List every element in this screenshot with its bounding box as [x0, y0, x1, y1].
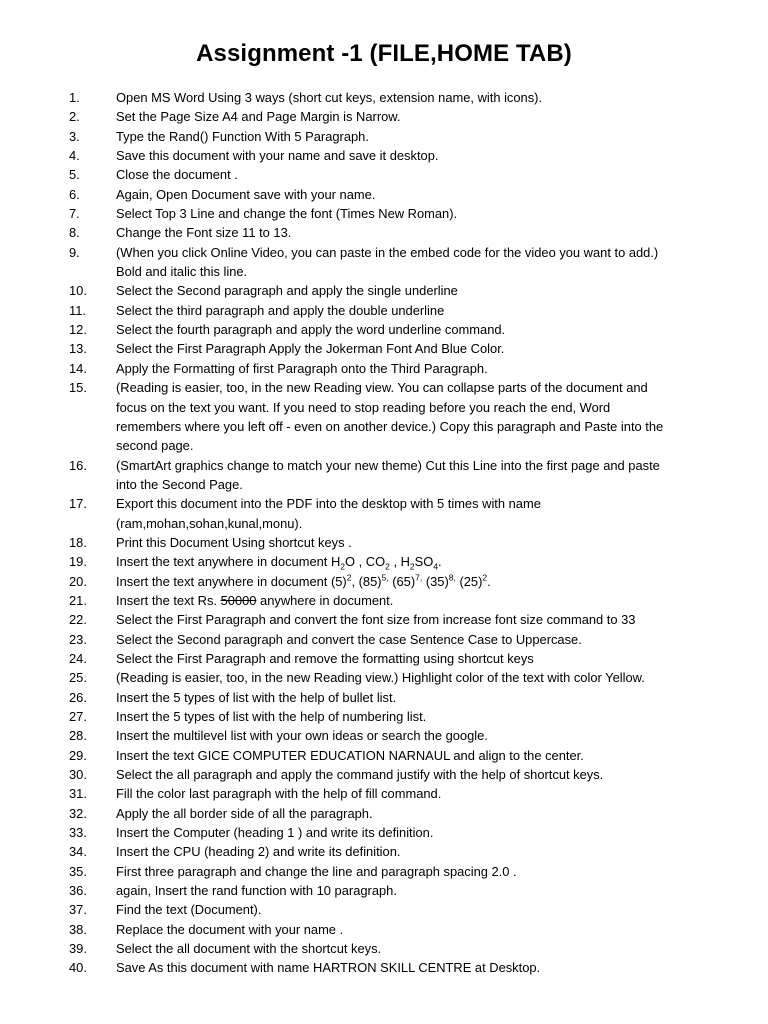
list-item: [0, 165, 768, 184]
item-text: [116, 746, 726, 765]
item-number: 10.: [69, 283, 87, 299]
item-number: 4.: [69, 148, 80, 164]
text-run: (25): [455, 573, 483, 589]
item-line: Set the Page Size A4 and Page Margin is Narrow.: [116, 109, 401, 125]
item-number: 17.: [69, 496, 87, 512]
superscript: 2: [482, 572, 488, 583]
item-number: 9.: [69, 244, 80, 260]
item-number: 6.: [69, 186, 80, 202]
item-line: Export this document into the PDF into the desktop with 5 times with name: [116, 496, 541, 512]
item-line: Insert the text GICE COMPUTER EDUCATION NARNAUL and align to the center.: [116, 747, 584, 763]
list-item: [0, 920, 768, 939]
item-line: Insert the 5 types of list with the help of bullet list.: [116, 689, 397, 705]
item-line: Select the First Paragraph and remove the formatting using shortcut keys: [116, 650, 534, 666]
item-text: [116, 784, 726, 803]
item-line: Insert the 5 types of list with the help of numbering list.: [116, 709, 427, 724]
item-line: [116, 572, 726, 591]
list-item: [0, 359, 768, 378]
list-item: [0, 726, 768, 745]
item-text: [116, 920, 726, 939]
item-line: (SmartArt graphics change to match your new theme) Cut this Line into the first page and paste: [116, 457, 660, 473]
list-item: [0, 88, 768, 107]
item-line: Replace the document with your name .: [116, 921, 344, 937]
list-item: [0, 301, 768, 320]
item-number: 5.: [69, 167, 80, 183]
item-line: (When you click Online Video, you can paste in the embed code for the video you want to add.): [116, 244, 659, 260]
list-item: [0, 378, 768, 455]
item-line: Select the First Paragraph Apply the Jokerman Font And Blue Color.: [116, 341, 505, 357]
item-line: Fill the color last paragraph with the help of fill command.: [116, 786, 442, 802]
item-line: Select the First Paragraph and convert the font size from increase font size command to 33: [116, 612, 636, 628]
item-number: 19.: [69, 554, 87, 570]
item-line: Open MS Word Using 3 ways (short cut keys, extension name, with icons).: [116, 90, 543, 105]
item-number: 38.: [69, 921, 87, 937]
item-number: 30.: [69, 767, 87, 783]
text-run: .: [438, 554, 442, 570]
item-line: Select the all paragraph and apply the command justify with the help of shortcut keys.: [116, 767, 604, 783]
item-text: [116, 610, 726, 629]
item-line: First three paragraph and change the line and paragraph spacing 2.0 .: [116, 863, 517, 879]
item-line: Save this document with your name and save it desktop.: [116, 148, 439, 164]
item-text: [116, 649, 726, 668]
item-text: [116, 204, 726, 223]
item-number: 35.: [69, 863, 87, 879]
item-line: Close the document .: [116, 167, 238, 183]
list-item: [0, 185, 768, 204]
item-text: [116, 939, 726, 958]
item-text: [116, 281, 726, 300]
list-item: [0, 939, 768, 958]
item-number: 21.: [69, 592, 87, 608]
task-list: [0, 88, 768, 978]
item-text: [116, 804, 726, 823]
item-line: Change the Font size 11 to 13.: [116, 225, 292, 241]
item-number: 3.: [69, 128, 80, 144]
superscript: 2: [346, 572, 352, 583]
item-number: 22.: [69, 612, 87, 628]
item-line: Type the Rand() Function With 5 Paragraph.: [116, 128, 369, 144]
list-item: [0, 552, 768, 571]
list-item: [0, 572, 768, 591]
list-item: [0, 958, 768, 977]
text-run: .: [487, 573, 491, 589]
item-number: 40.: [69, 960, 87, 976]
subscript: 2: [340, 561, 346, 572]
item-text: [116, 572, 726, 591]
item-text: [116, 900, 726, 919]
list-item: [0, 591, 768, 610]
item-text: [116, 456, 726, 495]
item-line: (Reading is easier, too, in the new Reading view. You can collapse parts of the document and: [116, 380, 648, 396]
superscript: 7,: [415, 572, 423, 583]
list-item: [0, 610, 768, 629]
item-text: [116, 688, 726, 707]
item-number: 32.: [69, 805, 87, 821]
list-item: [0, 881, 768, 900]
item-text: [116, 320, 726, 339]
item-text: [116, 881, 726, 900]
list-item: [0, 243, 768, 282]
item-number: 25.: [69, 670, 87, 686]
item-number: 31.: [69, 786, 87, 802]
item-number: 39.: [69, 941, 87, 957]
item-number: 27.: [69, 709, 87, 724]
item-number: 12.: [69, 322, 87, 338]
item-line: Apply the all border side of all the paragraph.: [116, 805, 373, 821]
list-item: [0, 900, 768, 919]
item-line: into the Second Page.: [116, 476, 243, 492]
item-line: Apply the Formatting of first Paragraph onto the Third Paragraph.: [116, 360, 488, 376]
list-item: [0, 204, 768, 223]
text-run: Insert the text Rs.: [116, 592, 221, 608]
item-text: [116, 88, 726, 107]
item-line: Find the text (Document).: [116, 902, 262, 918]
list-item: [0, 746, 768, 765]
item-text: [116, 958, 726, 977]
item-line: Insert the Computer (heading 1 ) and write its definition.: [116, 825, 434, 841]
subscript: 4: [433, 561, 439, 572]
list-item: [0, 533, 768, 552]
subscript: 2: [385, 561, 390, 572]
list-item: [0, 668, 768, 687]
item-number: 33.: [69, 825, 87, 841]
item-text: [116, 765, 726, 784]
struck-text: 50000: [220, 592, 257, 608]
list-item: [0, 862, 768, 881]
item-text: [116, 301, 726, 320]
text-run: , H: [389, 554, 410, 570]
item-line: Insert the multilevel list with your own ideas or search the google.: [116, 728, 488, 744]
list-item: [0, 707, 768, 726]
item-text: [116, 165, 726, 184]
item-number: 15.: [69, 380, 87, 396]
list-item: [0, 494, 768, 533]
item-number: 34.: [69, 844, 87, 860]
item-line: again, Insert the rand function with 10 paragraph.: [116, 883, 397, 899]
list-item: [0, 842, 768, 861]
text-run: (35): [422, 573, 449, 589]
item-number: 14.: [69, 360, 87, 376]
list-item: [0, 765, 768, 784]
text-run: anywhere in document.: [256, 592, 394, 608]
superscript: 5,: [381, 572, 389, 583]
list-item: [0, 649, 768, 668]
item-line: Save As this document with name HARTRON SKILL CENTRE at Desktop.: [116, 960, 541, 976]
item-line: Print this Document Using shortcut keys .: [116, 534, 352, 550]
superscript: 8,: [448, 572, 456, 583]
item-line: [116, 591, 726, 610]
item-line: second page.: [116, 438, 194, 454]
item-number: 24.: [69, 650, 87, 666]
item-text: [116, 668, 726, 687]
item-number: 7.: [69, 206, 80, 222]
list-item: [0, 688, 768, 707]
item-number: 1.: [69, 90, 80, 105]
item-text: [116, 630, 726, 649]
item-number: 26.: [69, 689, 87, 705]
item-line: remembers where you left off - even on another device.) Copy this paragraph and Paste into the: [116, 418, 664, 434]
item-text: [116, 359, 726, 378]
item-number: 23.: [69, 631, 87, 647]
list-item: [0, 456, 768, 495]
list-item: [0, 339, 768, 358]
item-line: (ram,mohan,sohan,kunal,monu).: [116, 515, 303, 531]
item-line: Select Top 3 Line and change the font (Times New Roman).: [116, 206, 458, 222]
list-item: [0, 320, 768, 339]
item-text: [116, 707, 726, 726]
item-line: [116, 552, 726, 571]
list-item: [0, 823, 768, 842]
item-line: Insert the CPU (heading 2) and write its definition.: [116, 844, 401, 860]
list-item: [0, 804, 768, 823]
text-run: SO: [414, 554, 434, 570]
item-line: Select the all document with the shortcut keys.: [116, 941, 382, 957]
item-text: [116, 223, 726, 242]
item-text: [116, 552, 726, 571]
item-text: [116, 127, 726, 146]
item-text: [116, 494, 726, 533]
item-text: [116, 107, 726, 126]
text-run: , (85): [351, 573, 382, 589]
item-number: 18.: [69, 534, 87, 550]
list-item: [0, 223, 768, 242]
item-line: Select the Second paragraph and convert the case Sentence Case to Uppercase.: [116, 631, 582, 647]
item-number: 37.: [69, 902, 87, 918]
item-number: 28.: [69, 728, 87, 744]
subscript: 2: [409, 561, 415, 572]
item-line: Select the third paragraph and apply the double underline: [116, 302, 445, 318]
item-number: 8.: [69, 225, 80, 241]
list-item: [0, 127, 768, 146]
item-number: 16.: [69, 457, 87, 473]
item-text: [116, 862, 726, 881]
item-number: 11.: [69, 302, 86, 318]
text-run: Insert the text anywhere in document H: [116, 554, 341, 570]
item-text: [116, 823, 726, 842]
item-line: Select the fourth paragraph and apply the word underline command.: [116, 322, 506, 338]
item-text: [116, 726, 726, 745]
list-item: [0, 630, 768, 649]
item-line: focus on the text you want. If you need to stop reading before you reach the end, Word: [116, 399, 611, 415]
text-run: (65): [388, 573, 416, 589]
item-text: [116, 533, 726, 552]
list-item: [0, 146, 768, 165]
text-run: O , CO: [345, 554, 386, 570]
item-text: [116, 243, 726, 282]
item-number: 2.: [69, 109, 80, 125]
item-text: [116, 378, 726, 455]
item-number: 36.: [69, 883, 87, 899]
list-item: [0, 107, 768, 126]
item-number: 20.: [69, 573, 87, 589]
page-title: Assignment -1 (FILE,HOME TAB): [196, 40, 572, 67]
item-text: [116, 185, 726, 204]
item-text: [116, 339, 726, 358]
item-line: (Reading is easier, too, in the new Reading view.) Highlight color of the text with color Yellow.: [116, 670, 645, 686]
item-line: Bold and italic this line.: [116, 264, 248, 280]
item-text: [116, 146, 726, 165]
item-text: [116, 591, 726, 610]
item-text: [116, 842, 726, 861]
list-item: [0, 281, 768, 300]
list-item: [0, 784, 768, 803]
item-line: Again, Open Document save with your name.: [116, 186, 376, 202]
item-number: 13.: [69, 341, 87, 357]
item-number: 29.: [69, 747, 87, 763]
item-line: Select the Second paragraph and apply the single underline: [116, 283, 458, 299]
text-run: Insert the text anywhere in document (5): [116, 573, 347, 589]
